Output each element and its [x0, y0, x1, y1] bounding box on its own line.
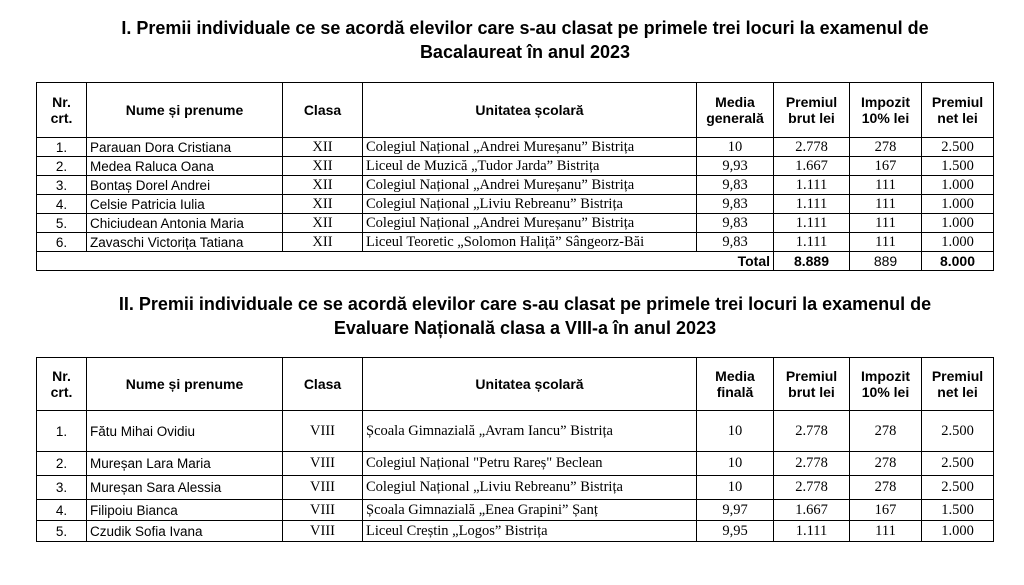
- cell-name: Medea Raluca Oana: [87, 157, 283, 176]
- header-unitate: Unitatea școlară: [363, 83, 697, 138]
- cell-unitate: Colegiul Național "Petru Rareș" Beclean: [363, 452, 697, 476]
- section2-title-line2: Evaluare Națională clasa a VIII-a în anul 2023: [333, 318, 717, 338]
- bacalaureat-prizes-table: [36, 82, 994, 271]
- total-label: Total: [37, 252, 774, 271]
- header-net: Premiul net lei: [922, 358, 994, 411]
- cell-media: 9,83: [697, 195, 774, 214]
- cell-unitate: Școala Gimnazială „Enea Grapini” Șanț: [363, 500, 697, 521]
- table-row: [37, 195, 994, 214]
- section2-heading: [60, 292, 990, 340]
- cell-clasa: XII: [283, 176, 363, 195]
- total-row: [37, 252, 994, 271]
- cell-clasa: XII: [283, 138, 363, 157]
- table-row: [37, 157, 994, 176]
- header-clasa: Clasa: [283, 83, 363, 138]
- header-brut: Premiul brut lei: [774, 358, 850, 411]
- cell-nr: 5.: [37, 521, 87, 542]
- section1-title-line1: I. Premii individuale ce se acordă elevilor care s-au clasat pe primele trei locuri la examenul de: [121, 18, 929, 38]
- cell-net: 2.500: [922, 411, 994, 452]
- cell-unitate: Colegiul Național „Liviu Rebreanu” Bistrița: [363, 476, 697, 500]
- header-nr: Nr. crt.: [37, 83, 87, 138]
- cell-impozit: 111: [850, 214, 922, 233]
- table-row: [37, 214, 994, 233]
- cell-clasa: VIII: [283, 521, 363, 542]
- cell-media: 9,95: [697, 521, 774, 542]
- total-net: 8.000: [922, 252, 994, 271]
- cell-media: 10: [697, 452, 774, 476]
- cell-net: 2.500: [922, 452, 994, 476]
- cell-nr: 2.: [37, 157, 87, 176]
- cell-name: Bontaș Dorel Andrei: [87, 176, 283, 195]
- cell-brut: 1.111: [774, 233, 850, 252]
- cell-impozit: 111: [850, 233, 922, 252]
- cell-unitate: Colegiul Național „Liviu Rebreanu” Bistrița: [363, 195, 697, 214]
- cell-impozit: 278: [850, 476, 922, 500]
- header-name: Nume și prenume: [87, 83, 283, 138]
- cell-name: Celsie Patricia Iulia: [87, 195, 283, 214]
- header-media: Media finală: [697, 358, 774, 411]
- cell-net: 1.000: [922, 521, 994, 542]
- cell-net: 2.500: [922, 138, 994, 157]
- cell-nr: 4.: [37, 500, 87, 521]
- cell-brut: 2.778: [774, 452, 850, 476]
- section1-title-line2: Bacalaureat în anul 2023: [419, 42, 631, 62]
- cell-impozit: 278: [850, 411, 922, 452]
- header-impozit: Impozit 10% lei: [850, 83, 922, 138]
- cell-net: 1.500: [922, 157, 994, 176]
- cell-clasa: XII: [283, 233, 363, 252]
- cell-net: 1.000: [922, 195, 994, 214]
- cell-brut: 1.111: [774, 176, 850, 195]
- table-row: [37, 500, 994, 521]
- cell-media: 9,97: [697, 500, 774, 521]
- cell-unitate: Liceul Creștin „Logos” Bistrița: [363, 521, 697, 542]
- cell-name: Parauan Dora Cristiana: [87, 138, 283, 157]
- cell-nr: 1.: [37, 138, 87, 157]
- header-nr: Nr. crt.: [37, 358, 87, 411]
- cell-nr: 3.: [37, 476, 87, 500]
- cell-clasa: VIII: [283, 476, 363, 500]
- cell-clasa: VIII: [283, 500, 363, 521]
- cell-unitate: Colegiul Național „Andrei Mureșanu” Bistrița: [363, 214, 697, 233]
- cell-brut: 1.111: [774, 214, 850, 233]
- cell-unitate: Colegiul Național „Andrei Mureșanu” Bistrița: [363, 138, 697, 157]
- cell-media: 9,93: [697, 157, 774, 176]
- cell-name: Mureșan Sara Alessia: [87, 476, 283, 500]
- section1-heading: [60, 16, 990, 64]
- cell-media: 10: [697, 411, 774, 452]
- cell-nr: 5.: [37, 214, 87, 233]
- evaluare-nationala-prizes-table: [36, 357, 994, 542]
- cell-impozit: 278: [850, 452, 922, 476]
- cell-unitate: Liceul de Muzică „Tudor Jarda” Bistrița: [363, 157, 697, 176]
- cell-media: 10: [697, 476, 774, 500]
- cell-brut: 2.778: [774, 476, 850, 500]
- cell-media: 9,83: [697, 214, 774, 233]
- cell-net: 2.500: [922, 476, 994, 500]
- cell-clasa: VIII: [283, 452, 363, 476]
- cell-nr: 6.: [37, 233, 87, 252]
- cell-brut: 2.778: [774, 138, 850, 157]
- cell-name: Filipoiu Bianca: [87, 500, 283, 521]
- table-row: [37, 411, 994, 452]
- cell-unitate: Liceul Teoretic „Solomon Haliță” Sângeorz-Băi: [363, 233, 697, 252]
- header-name: Nume și prenume: [87, 358, 283, 411]
- cell-net: 1.000: [922, 176, 994, 195]
- table-row: [37, 476, 994, 500]
- cell-brut: 1.111: [774, 195, 850, 214]
- cell-nr: 2.: [37, 452, 87, 476]
- header-net: Premiul net lei: [922, 83, 994, 138]
- cell-impozit: 111: [850, 195, 922, 214]
- total-brut: 8.889: [774, 252, 850, 271]
- cell-brut: 1.667: [774, 157, 850, 176]
- cell-clasa: VIII: [283, 411, 363, 452]
- cell-media: 10: [697, 138, 774, 157]
- header-impozit: Impozit 10% lei: [850, 358, 922, 411]
- cell-media: 9,83: [697, 233, 774, 252]
- cell-nr: 3.: [37, 176, 87, 195]
- cell-net: 1.000: [922, 214, 994, 233]
- table-row: [37, 233, 994, 252]
- cell-net: 1.500: [922, 500, 994, 521]
- table-row: [37, 521, 994, 542]
- table-row: [37, 176, 994, 195]
- cell-clasa: XII: [283, 214, 363, 233]
- cell-nr: 4.: [37, 195, 87, 214]
- cell-impozit: 167: [850, 157, 922, 176]
- cell-unitate: Școala Gimnazială „Avram Iancu” Bistrița: [363, 411, 697, 452]
- cell-name: Chiciudean Antonia Maria: [87, 214, 283, 233]
- cell-impozit: 278: [850, 138, 922, 157]
- cell-impozit: 111: [850, 521, 922, 542]
- total-impozit: 889: [850, 252, 922, 271]
- header-media: Media generală: [697, 83, 774, 138]
- cell-name: Fătu Mihai Ovidiu: [87, 411, 283, 452]
- table-row: [37, 452, 994, 476]
- cell-impozit: 111: [850, 176, 922, 195]
- cell-unitate: Colegiul Național „Andrei Mureșanu” Bistrița: [363, 176, 697, 195]
- header-brut: Premiul brut lei: [774, 83, 850, 138]
- cell-brut: 1.111: [774, 521, 850, 542]
- cell-name: Zavaschi Victorița Tatiana: [87, 233, 283, 252]
- section2-title-line1: II. Premii individuale ce se acordă elevilor care s-au clasat pe primele trei locuri la examenul de: [118, 294, 932, 314]
- cell-name: Mureșan Lara Maria: [87, 452, 283, 476]
- cell-brut: 2.778: [774, 411, 850, 452]
- cell-clasa: XII: [283, 195, 363, 214]
- cell-brut: 1.667: [774, 500, 850, 521]
- header-unitate: Unitatea școlară: [363, 358, 697, 411]
- table-row: [37, 138, 994, 157]
- cell-net: 1.000: [922, 233, 994, 252]
- table-header-row: [37, 83, 994, 138]
- cell-name: Czudik Sofia Ivana: [87, 521, 283, 542]
- cell-media: 9,83: [697, 176, 774, 195]
- table-header-row: [37, 358, 994, 411]
- cell-impozit: 167: [850, 500, 922, 521]
- cell-clasa: XII: [283, 157, 363, 176]
- header-clasa: Clasa: [283, 358, 363, 411]
- cell-nr: 1.: [37, 411, 87, 452]
